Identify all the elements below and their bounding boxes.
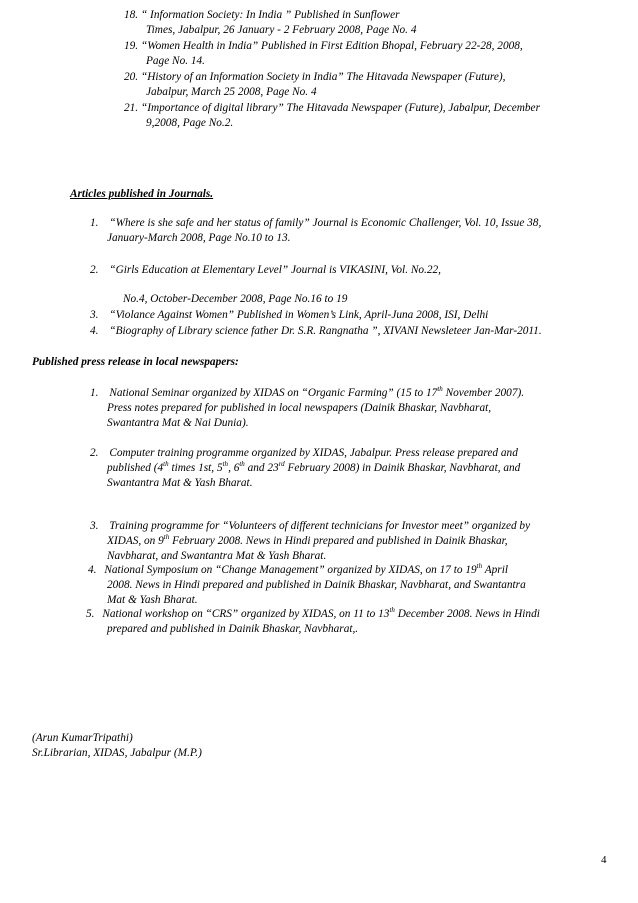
superscript: th [239,460,245,469]
item-line: November 2007). [442,387,525,399]
journals-heading: Articles published in Journals. [70,188,214,200]
item-line: Mat & Yash Bharat. [107,594,198,606]
item-line: “Where is she safe and her status of family” Journal is Economic Challenger, Vol. 10, Issue 38, [109,217,542,229]
item-line: February 2008) in Dainik Bhaskar, Navbharat, and [284,462,521,474]
journal-item-3 [90,308,615,323]
news-item-20 [124,70,624,100]
superscript: th [389,606,395,615]
item-line: Swantantra Mat & Nai Dunia). [107,417,249,429]
item-number: 4. [88,564,97,576]
item-line: published (4 [107,462,164,474]
item-number: 18. [124,9,139,21]
item-line: Training programme for “Volunteers of different technicians for Investor meet” organized by [109,520,531,532]
item-line: “Importance of digital library” The Hitavada Newspaper (Future), Jabalpur, December [140,102,540,114]
journal-item-4 [90,324,615,339]
item-line: Jabalpur, March 25 2008, Page No. 4 [146,86,317,98]
signature-title: Sr.Librarian, XIDAS, Jabalpur (M.P.) [32,747,202,759]
item-line: December 2008. News in Hindi [394,608,540,620]
journal-item-1 [90,216,615,246]
press-item-1 [90,386,615,431]
item-line: National workshop on “CRS” organized by XIDAS, on 11 to 13 [102,608,390,620]
press-item-4 [88,563,618,608]
item-line: January-March 2008, Page No.10 to 13. [107,232,291,244]
item-line: “History of an Information Society in India” The Hitavada Newspaper (Future), [140,71,506,83]
press-item-2 [90,446,615,491]
item-number: 5. [86,608,95,620]
press-item-5 [86,607,621,637]
item-number: 2. [90,447,99,459]
superscript: th [222,460,229,469]
item-number: 4. [90,325,99,337]
item-line: “Girls Education at Elementary Level” Journal is VIKASINI, Vol. No.22, [109,264,441,276]
item-line: “Violance Against Women” Published in Women’s Link, April-Juna 2008, ISI, Delhi [109,309,489,321]
superscript: th [163,533,170,542]
item-line: National Symposium on “Change Management” organized by XIDAS, on 17 to 19 [104,564,477,576]
superscript: th [163,460,169,469]
press-item-3 [90,519,620,564]
item-line: , 6 [228,462,240,474]
item-line: 9,2008, Page No.2. [146,117,234,129]
item-number: 19. [124,40,139,52]
item-line: prepared and published in Dainik Bhaskar, Navbharat,. [107,623,359,635]
press-heading: Published press release in local newspapers: [32,356,239,368]
superscript: th [476,562,483,571]
item-line: XIDAS, on 9 [107,535,164,547]
superscript: rd [278,460,285,469]
item-line: Times, Jabalpur, 26 January - 2 February 2008, Page No. 4 [146,24,417,36]
journal-item-2 [90,263,615,307]
news-item-19 [124,39,624,69]
item-number: 3. [90,520,99,532]
item-line: 2008. News in Hindi prepared and published in Dainik Bhaskar, Navbharat, and Swantantra [107,579,526,591]
item-line: Computer training programme organized by XIDAS, Jabalpur. Press release prepared and [109,447,518,459]
item-line: “Women Health in India” Published in First Edition Bhopal, February 22-28, 2008, [140,40,523,52]
signature-name: (Arun KumarTripathi) [32,732,133,744]
item-line: Swantantra Mat & Yash Bharat. [107,477,253,489]
news-item-21 [124,101,624,131]
page-number: 4 [601,854,607,866]
item-number: 1. [90,387,99,399]
item-line: April [482,564,508,576]
item-line: Press notes prepared for published in local newspapers (Dainik Bhaskar, Navbharat, [107,402,492,414]
item-line: times 1st, 5 [168,462,223,474]
item-line: February 2008. News in Hindi prepared and published in Dainik Bhaskar, [169,535,508,547]
item-line: Page No. 14. [146,55,205,67]
item-line: and 23 [244,462,279,474]
item-line: National Seminar organized by XIDAS on “Organic Farming” (15 to 17 [109,387,438,399]
item-number: 2. [90,264,99,276]
item-number: 3. [90,309,99,321]
item-line: “ Information Society: In India ” Published in Sunflower [140,9,400,21]
news-item-18 [124,8,624,38]
item-line: Navbharat, and Swantantra Mat & Yash Bharat. [107,550,327,562]
item-number: 1. [90,217,99,229]
item-number: 20. [124,71,139,83]
item-line: “Biography of Library science father Dr. S.R. Rangnatha ”, XIVANI Newsleteer Jan-Mar-2011. [109,325,542,337]
superscript: th [437,385,443,394]
item-line: No.4, October-December 2008, Page No.16 to 19 [123,293,348,305]
item-number: 21. [124,102,139,114]
